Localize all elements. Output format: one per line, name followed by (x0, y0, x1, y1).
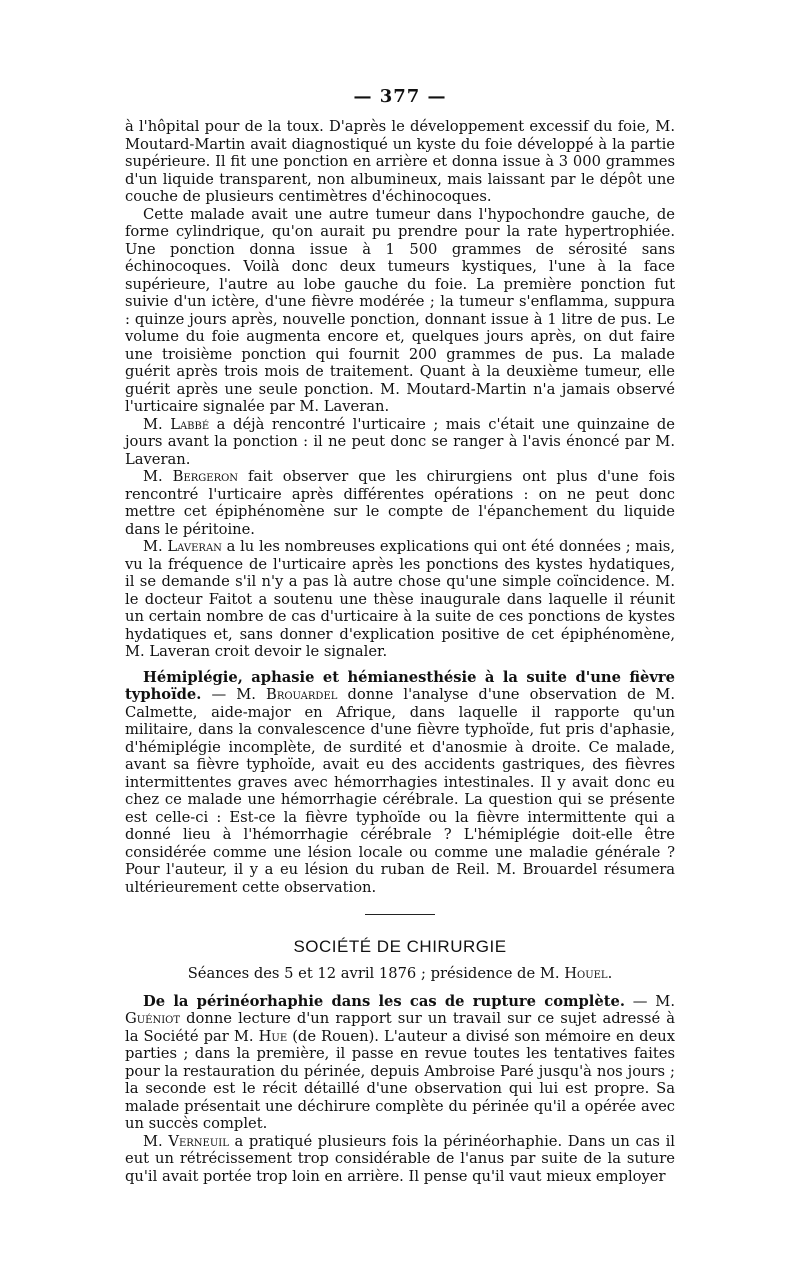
paragraph-1: à l'hôpital pour de la toux. D'après le développement excessif du foie, M. Moutard-Martin avait diagnostiqué un kyste du foie développé à la partie supérieure. Il fit une ponction en arrière et donna issue à 3 000 grammes d'un liquide transparent, non albumineux, mais laissant par le dépôt une couche de plusieurs centimètres d'échinocoques. (125, 118, 675, 205)
article-heading: De la périnéorhaphie dans les cas de rupture complète. (143, 992, 625, 1010)
paragraph-2: Cette malade avait une autre tumeur dans l'hypochondre gauche, de forme cylindrique, qu'on aurait pu prendre pour la rate hypertrophiée. Une ponction donna issue à 1 500 grammes de sérosité sans échinocoques. Voilà donc deux tumeurs kystiques, l'une à la face supérieure, l'autre au lobe gauche du foie. La première ponction fut suivie d'un ictère, d'une fièvre modérée ; la tumeur s'enflamma, suppura : quinze jours après, nouvelle ponction, donnant issue à 1 litre de pus. Le volume du foie augmenta encore et, quelques jours après, on dut faire une troisième ponction qui fournit 200 grammes de pus. La malade guérit après trois mois de traitement. Quant à la deuxième tumeur, elle guérit après une seule ponction. M. Moutard-Martin n'a jamais observé l'urticaire signalée par M. Laveran. (125, 205, 675, 415)
paragraph-hemiplegie (125, 669, 675, 897)
speaker-name: M. Verneuil (143, 1132, 229, 1150)
president-name: Houel (564, 965, 608, 982)
article-heading: Hémiplégie, aphasie et hémianesthésie à la suite d'une fièvre typhoïde. (125, 668, 675, 703)
section-title: SOCIÉTÉ DE CHIRURGIE (293, 937, 507, 956)
speaker-name: M. Laveran (143, 538, 222, 555)
paragraph-text: a déjà rencontré l'urticaire ; mais c'était une quinzaine de jours avant la ponction : il ne peut donc se ranger à l'avis énoncé par M. Laveran. (125, 415, 675, 468)
page-number: — 377 — (353, 86, 447, 107)
session-text: Séances des 5 et 12 avril 1876 ; présidence de M. (187, 965, 565, 982)
speaker-name: M. Bergeron (143, 468, 239, 485)
author-name: Hue (258, 1027, 288, 1045)
dash-text: — M. (201, 686, 267, 703)
session-suffix: . (607, 965, 613, 982)
paragraph-bergeron (125, 468, 675, 538)
speaker-name: Guéniot (125, 1010, 181, 1027)
separator-rule (365, 914, 435, 915)
text-column (125, 118, 675, 1185)
paragraph-laveran (125, 538, 675, 661)
paragraph-text: a pratiqué plusieurs fois la périnéorhaphie. Dans un cas il eut un rétrécissement trop considérable de l'anus par suite de la suture qu'il avait portée trop loin en arrière. Il pense qu'il vaut mieux employer (125, 1132, 675, 1185)
paragraph-text: donne lecture d'un rapport sur un travail sur ce sujet adressé à la Société par M. (125, 1010, 675, 1045)
paragraph-text: donne l'analyse d'une observation de M. Calmette, aide-major en Afrique, dans laquelle il rapporte qu'un militaire, dans la convalescence d'une fièvre typhoïde, fut pris d'aphasie, d'hémiplégie incomplète, de surdité et d'anosmie à droite. Ce malade, avant sa fièvre typhoïde, avait eu des accidents gastriques, des fièvres intermittentes graves avec hémorrhagies intestinales. Il y avait donc eu chez ce malade une hémorrhagie cérébrale. La question qui se présente est celle-ci : Est-ce la fièvre typhoïde ou la fièvre intermittente qui a donné lieu à l'hémorrhagie cérébrale ? L'hémiplégie doit-elle être considérée comme une lésion locale ou comme une maladie générale ? Pour l'auteur, il y a eu lésion du ruban de Reil. M. Brouardel résumera ultérieurement cette observation. (125, 686, 675, 896)
speaker-name: M. Labbé (143, 415, 210, 433)
paragraph-text: a lu les nombreuses explications qui ont été données ; mais, vu la fréquence de l'urticaire après les ponctions des kystes hydatiques, il se demande s'il n'y a pas là autre chose qu'une simple coïncidence. M. le docteur Faitot a soutenu une thèse inaugurale dans laquelle il réunit un certain nombre de cas d'urticaire à la suite de ces ponctions de kystes hydatiques et, sans donner d'explication positive de cet épiphénomène, M. Laveran croit devoir le signaler. (125, 538, 675, 660)
paragraph-text: fait observer que les chirurgiens ont plus d'une fois rencontré l'urticaire après différentes opérations : on ne peut donc mettre cet épiphénomène sur le compte de l'épanchement du liquide dans le péritoine. (125, 468, 675, 538)
dash-text: — M. (624, 992, 675, 1010)
paragraph-text-2: (de Rouen). L'auteur a divisé son mémoire en deux parties ; dans la première, il passe en revue toutes les tentatives faites pour la restauration du périnée, depuis Ambroise Paré jusqu'à nos jours ; la seconde est le récit détaillé d'une observation qui lui est propre. Sa malade présentait une déchirure complète du périnée qu'il a opérée avec un succès complet. (125, 1027, 675, 1132)
session-line (125, 965, 675, 983)
speaker-name: Brouardel (266, 686, 338, 703)
paragraph-verneuil (125, 1133, 675, 1186)
paragraph-labbe (125, 416, 675, 469)
paragraph-perineorhaphie (125, 993, 675, 1133)
